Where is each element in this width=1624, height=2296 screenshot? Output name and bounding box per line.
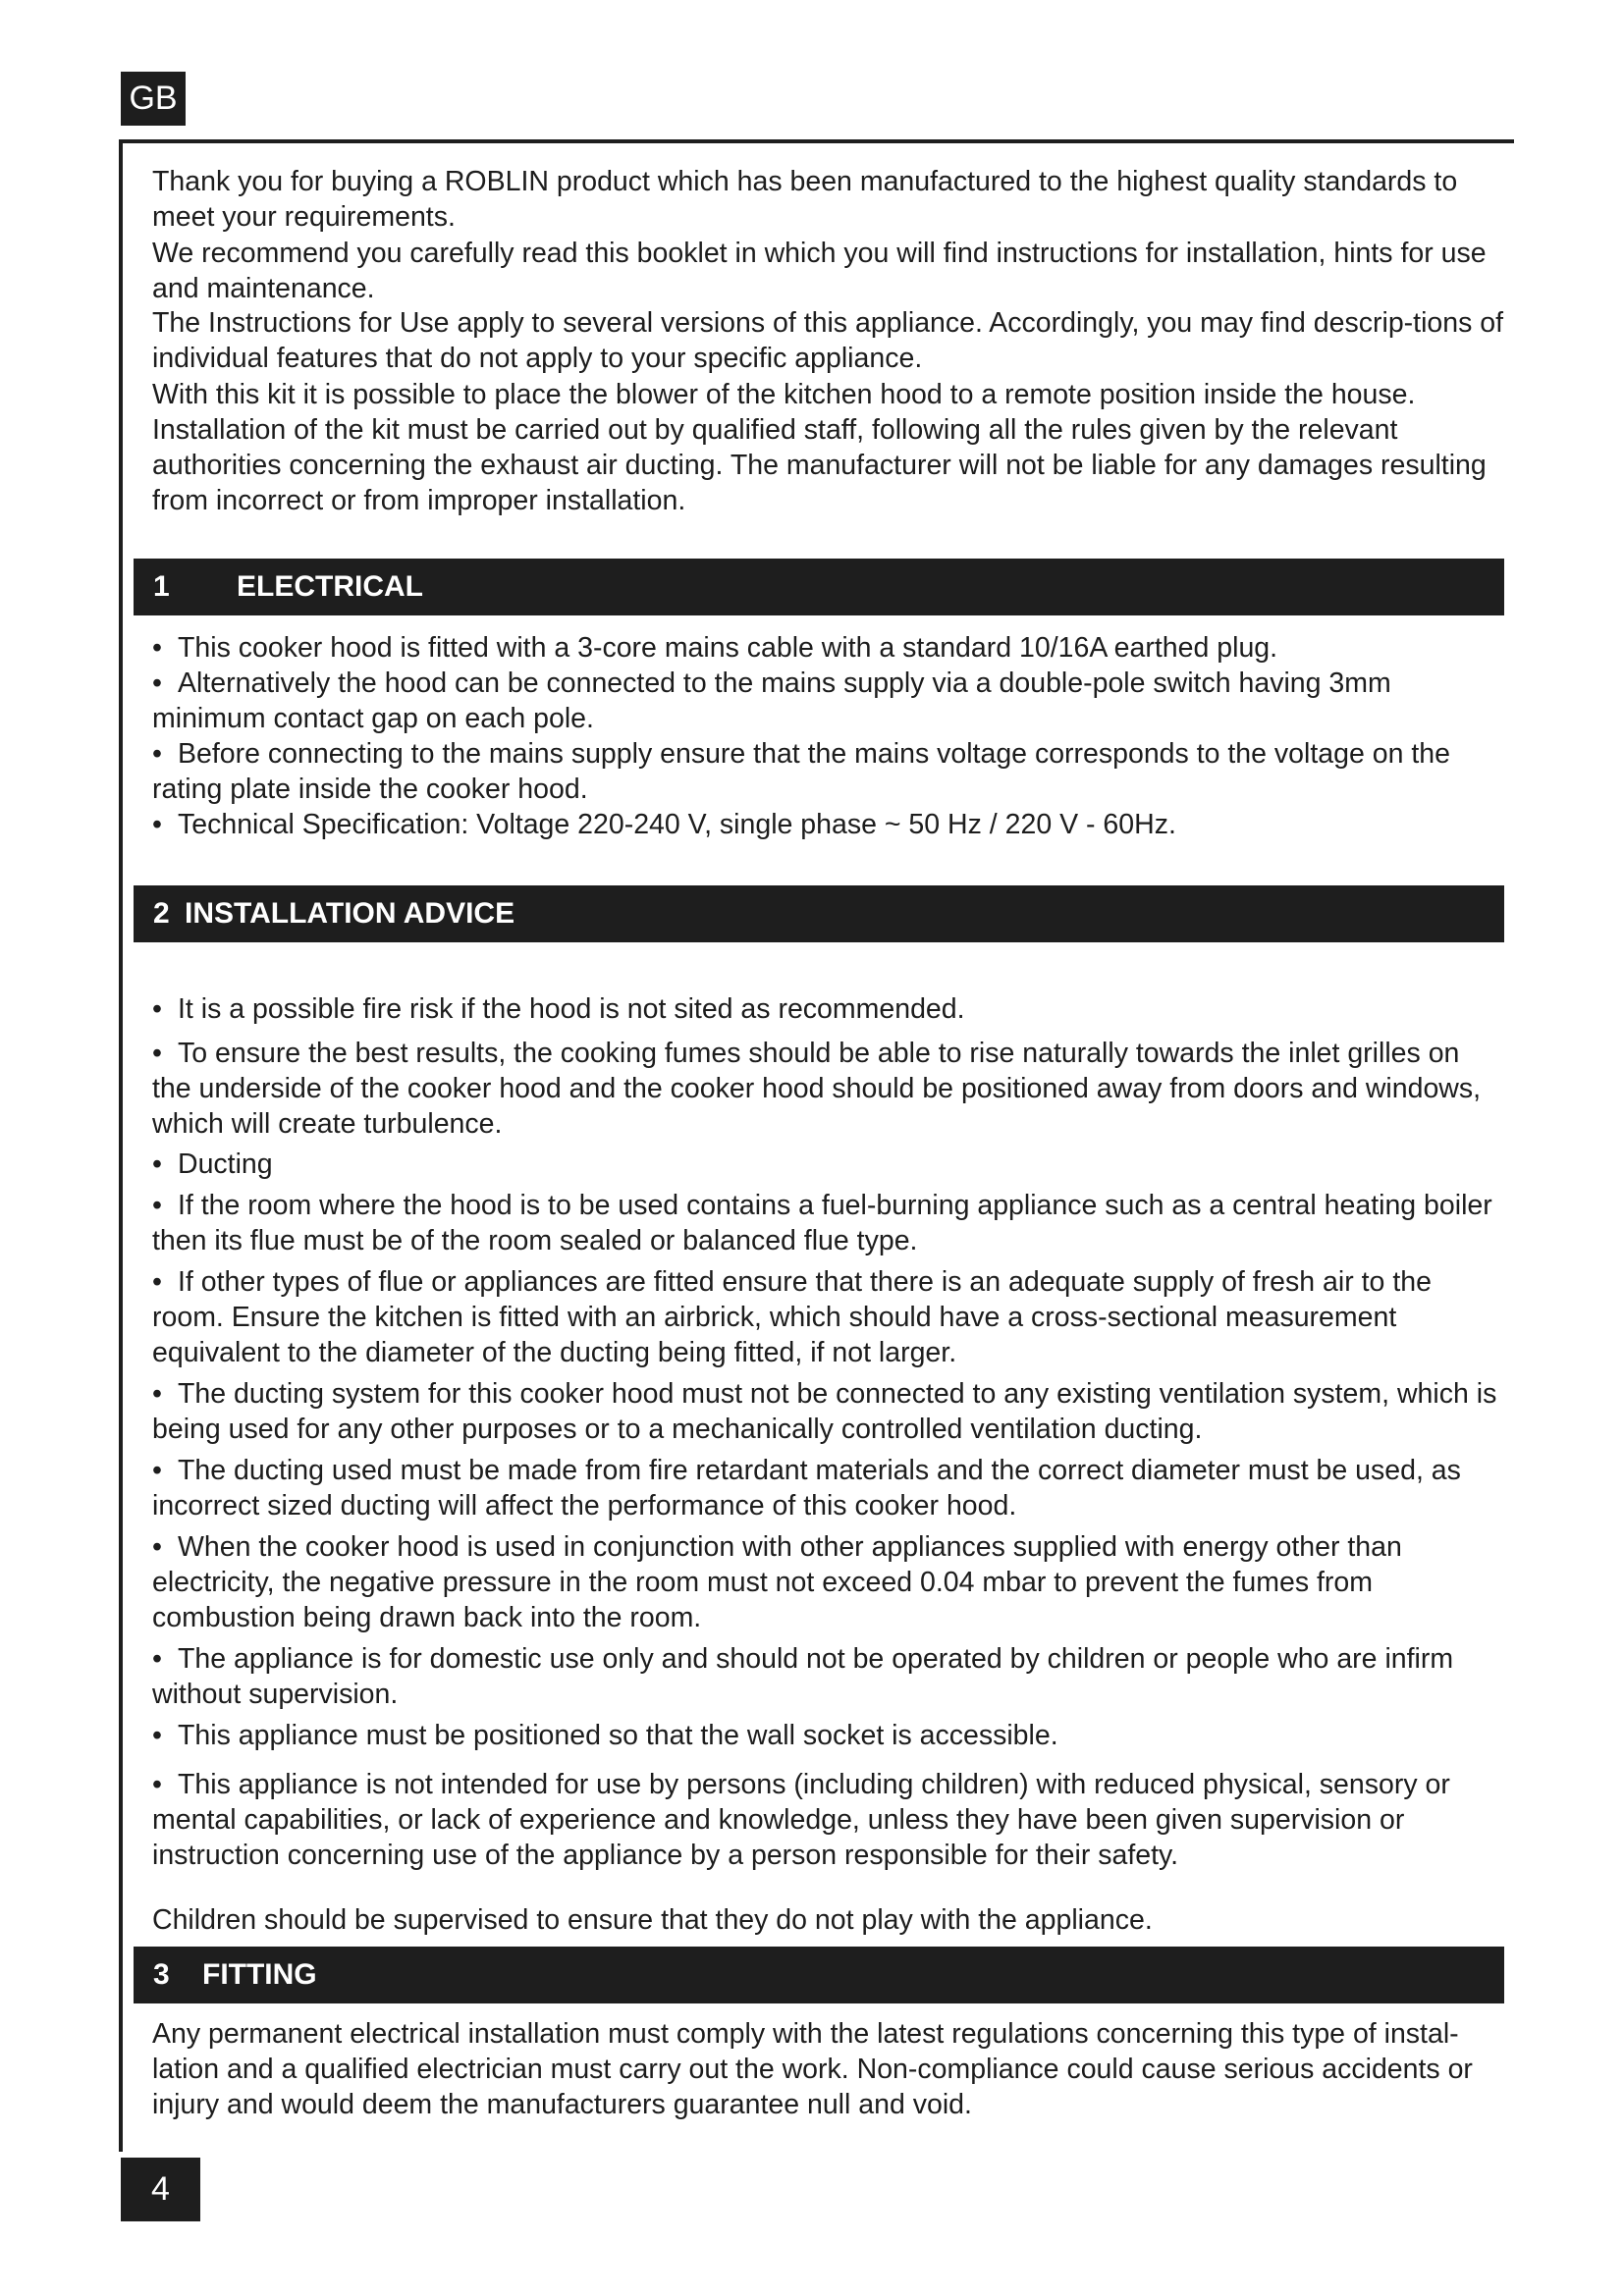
section-number: 1 (153, 570, 170, 603)
section-heading-installation-advice (134, 885, 1504, 942)
supervision-note: Children should be supervised to ensure that they do not play with the appliance. (152, 1904, 1153, 1936)
section-title: FITTING (202, 1958, 317, 1991)
list-item: • If the room where the hood is to be used contains a fuel-burning appliance such as a central heating boiler then its flue must be of the room sealed or balanced flue type. (152, 1190, 1492, 1256)
intro-paragraph: We recommend you carefully read this booklet in which you will find instructions for installation, hints for use and maintenance. (152, 238, 1487, 304)
list-item: • This appliance is not intended for use by persons (including children) with reduced physical, sensory or mental capabilities, or lack of experience and knowledge, unless they have been given supervision or instruction concerning use of the appliance by a person responsible for their safety. (152, 1769, 1450, 1871)
list-item: • The appliance is for domestic use only and should not be operated by children or people who are infirm without supervision. (152, 1643, 1454, 1710)
section-heading-electrical (134, 559, 1504, 615)
fitting-paragraph: Any permanent electrical installation must comply with the latest regulations concerning this type of instal-lation and a qualified electrician must carry out the work. Non-compliance could cause serious accidents or injury and would deem the manufacturers guarantee null and void. (152, 2018, 1473, 2120)
list-item: • To ensure the best results, the cooking fumes should be able to rise naturally towards the inlet grilles on the underside of the cooker hood and the cooker hood should be positioned away from doors and windows, which will create turbulence. (152, 1038, 1482, 1140)
list-item: • Alternatively the hood can be connected to the mains supply via a double-pole switch having 3mm minimum contact gap on each pole. (152, 667, 1391, 734)
section-heading-fitting (134, 1947, 1504, 2003)
list-item: • When the cooker hood is used in conjunction with other appliances supplied with energy other than electricity, the negative pressure in the room must not exceed 0.04 mbar to prevent the fumes from combustion being drawn back into the room. (152, 1531, 1402, 1633)
list-item: • This appliance must be positioned so that the wall socket is accessible. (152, 1720, 1058, 1751)
language-tab: GB (121, 72, 186, 126)
list-item: • It is a possible fire risk if the hood is not sited as recommended. (152, 993, 965, 1025)
intro-paragraph: With this kit it is possible to place the blower of the kitchen hood to a remote position inside the house. (152, 379, 1416, 410)
section-title: INSTALLATION ADVICE (185, 897, 515, 930)
list-item: • The ducting used must be made from fire retardant materials and the correct diameter must be used, as incorrect sized ducting will affect the performance of this cooker hood. (152, 1455, 1461, 1522)
installation-advice-list (152, 991, 1505, 1873)
list-item: • The ducting system for this cooker hood must not be connected to any existing ventilation system, which is being used for any other purposes or to a mechanically controlled ventilation ducting. (152, 1378, 1497, 1445)
list-item: • This cooker hood is fitted with a 3-core mains cable with a standard 10/16A earthed plug. (152, 632, 1278, 664)
section-number: 3 (153, 1958, 170, 1991)
header-rule (121, 139, 1514, 143)
intro-paragraph: The Instructions for Use apply to several versions of this appliance. Accordingly, you may find descrip-tions of individual features that do not apply to your specific appliance. (152, 307, 1504, 374)
section-title: ELECTRICAL (237, 570, 423, 603)
list-item: • Before connecting to the mains supply ensure that the mains voltage corresponds to the voltage on the rating plate inside the cooker hood. (152, 738, 1450, 805)
page-number: 4 (121, 2158, 200, 2221)
electrical-list (152, 630, 1505, 842)
margin-rule (119, 139, 123, 2152)
section-number: 2 (153, 897, 170, 930)
list-item: • Technical Specification: Voltage 220-240 V, single phase ~ 50 Hz / 220 V - 60Hz. (152, 809, 1176, 840)
list-item: • If other types of flue or appliances are fitted ensure that there is an adequate supply of fresh air to the room. Ensure the kitchen is fitted with an airbrick, which should have a cross-sectional measurement equivalent to the diameter of the ducting being fitted, if not larger. (152, 1266, 1432, 1368)
intro-paragraph: Thank you for buying a ROBLIN product which has been manufactured to the highest quality standards to meet your requirements. (152, 166, 1458, 233)
intro-paragraph: Installation of the kit must be carried out by qualified staff, following all the rules given by the relevant authorities concerning the exhaust air ducting. The manufacturer will not be liable for any damages resulting from incorrect or from improper installation. (152, 414, 1487, 516)
list-item: • Ducting (152, 1148, 273, 1180)
